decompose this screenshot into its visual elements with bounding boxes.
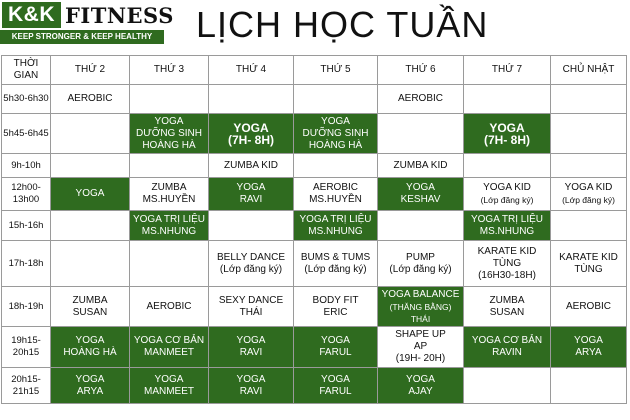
class-line: (Lớp đăng ký): [562, 195, 615, 205]
class-line: MS.HUYỀN: [309, 194, 362, 205]
empty-cell: [51, 241, 130, 287]
class-line: YOGA: [236, 182, 266, 193]
class-line: YOGA: [321, 373, 350, 385]
class-cell: [551, 241, 627, 287]
header-row: [2, 56, 627, 85]
schedule-body: [2, 85, 627, 404]
class-line: ARYA: [575, 347, 602, 358]
class-cell: [130, 368, 209, 404]
time-slot-cell: 19h15-20h15: [2, 327, 51, 368]
class-cell: [464, 327, 551, 368]
class-line: AEROBIC: [397, 93, 443, 104]
class-line: TÙNG: [492, 257, 522, 269]
class-cell: [51, 287, 130, 327]
class-line: FARUL: [319, 385, 352, 397]
schedule-row: [2, 241, 627, 287]
empty-cell: [51, 211, 130, 241]
class-cell: [130, 327, 209, 368]
class-line: MS.HUYỀN: [142, 194, 196, 205]
empty-cell: [209, 211, 294, 241]
empty-cell: [551, 114, 627, 154]
class-line: SUSAN: [489, 306, 525, 318]
class-line: ZUMBA KID: [224, 159, 278, 171]
empty-cell: [378, 114, 464, 154]
logo-tagline: KEEP STRONGER & KEEP HEALTHY: [0, 30, 164, 44]
empty-cell: [551, 211, 627, 241]
empty-cell: [551, 368, 627, 404]
class-line: THÁI: [239, 306, 263, 318]
time-slot-cell: 5h30-6h30: [2, 85, 51, 114]
class-cell: [551, 327, 627, 368]
class-cell: [51, 178, 130, 211]
header-time: THỜI GIAN: [2, 56, 51, 85]
empty-cell: [464, 368, 551, 404]
class-line: YOGA: [75, 188, 105, 199]
class-line: (Lớp đăng ký): [480, 195, 534, 205]
class-line: YOGA KID: [564, 182, 613, 193]
class-line: (THĂNG BẰNG): [389, 301, 452, 312]
class-cell: [130, 114, 209, 154]
schedule-row: [2, 114, 627, 154]
class-cell: [130, 211, 209, 241]
class-line: KARATE KID: [559, 251, 618, 263]
page-title: LỊCH HỌC TUẦN: [196, 4, 489, 45]
class-cell: [551, 287, 627, 327]
class-line: ZUMBA: [151, 182, 187, 193]
class-cell: [130, 287, 209, 327]
schedule-row: [2, 85, 627, 114]
class-line: SHAPE UP: [395, 329, 446, 340]
class-line: ZUMBA: [489, 294, 525, 306]
class-line: MS.NHUNG: [479, 225, 535, 237]
class-line: YOGA TRỊ LIỆU: [132, 213, 206, 225]
class-line: AEROBIC: [146, 300, 192, 312]
class-cell: [294, 368, 378, 404]
class-cell: [209, 241, 294, 287]
class-line: (Lớp đăng ký): [304, 263, 367, 275]
class-line: (16H30-18H): [478, 269, 536, 281]
schedule-row: [2, 178, 627, 211]
class-line: AEROBIC: [312, 182, 358, 193]
class-line: YOGA: [154, 373, 184, 385]
class-line: YOGA TRỊ LIỆU: [470, 213, 544, 225]
class-line: (7H- 8H): [227, 132, 274, 147]
class-line: YOGA BALANCE: [381, 288, 460, 300]
class-line: YOGA: [75, 373, 105, 385]
class-line: ZUMBA KID: [393, 159, 448, 171]
header-saturday: THỨ 7: [464, 56, 551, 85]
class-line: DƯỠNG SINH: [302, 127, 369, 139]
class-cell: [551, 178, 627, 211]
class-cell: [130, 178, 209, 211]
class-cell: [378, 154, 464, 178]
class-line: YOGA KID: [483, 182, 531, 193]
class-line: MS.NHUNG: [308, 225, 363, 237]
empty-cell: [209, 85, 294, 114]
class-line: MANMEET: [144, 385, 194, 397]
time-slot-cell: 5h45-6h45: [2, 114, 51, 154]
brand-logo: [0, 0, 174, 46]
class-line: (Lớp đăng ký): [219, 263, 283, 275]
class-line: RAVIN: [492, 347, 522, 358]
header-monday: THỨ 2: [51, 56, 130, 85]
empty-cell: [294, 154, 378, 178]
header-sunday: CHỦ NHẬT: [551, 56, 627, 85]
time-slot-cell: 15h-16h: [2, 211, 51, 241]
class-cell: [294, 241, 378, 287]
class-line: YOGA: [75, 335, 105, 346]
class-line: PUMP: [406, 251, 435, 263]
header-friday: THỨ 6: [378, 56, 464, 85]
logo-word: FITNESS: [65, 2, 174, 28]
class-line: YOGA: [233, 120, 269, 135]
class-cell: [464, 211, 551, 241]
class-cell: [464, 114, 551, 154]
class-cell: [378, 241, 464, 287]
class-line: YOGA CƠ BẢN: [471, 335, 543, 346]
empty-cell: [130, 241, 209, 287]
empty-cell: [551, 85, 627, 114]
class-cell: [378, 368, 464, 404]
logo-brand: K&K: [2, 2, 61, 28]
time-slot-cell: 18h-19h: [2, 287, 51, 327]
class-line: AEROBIC: [67, 93, 113, 104]
class-line: BODY FIT: [312, 294, 359, 306]
class-cell: [294, 178, 378, 211]
time-slot-cell: 20h15-21h15: [2, 368, 51, 404]
class-cell: [464, 241, 551, 287]
class-cell: [209, 287, 294, 327]
class-line: YOGA CƠ BẢN: [133, 335, 205, 346]
class-line: YOGA: [406, 182, 435, 193]
class-line: YOGA: [489, 120, 525, 135]
empty-cell: [378, 211, 464, 241]
class-line: (7H- 8H): [483, 132, 530, 147]
time-slot-cell: 12h00-13h00: [2, 178, 51, 211]
class-line: DƯỠNG SINH: [135, 127, 202, 139]
class-cell: [209, 327, 294, 368]
class-line: KESHAV: [400, 194, 441, 205]
empty-cell: [551, 154, 627, 178]
class-line: AP: [413, 341, 428, 352]
class-line: FARUL: [319, 347, 352, 358]
empty-cell: [464, 154, 551, 178]
class-line: BUMS & TUMS: [300, 251, 371, 263]
class-cell: [464, 287, 551, 327]
schedule-row: [2, 211, 627, 241]
class-line: ARYA: [76, 385, 104, 397]
schedule-row: [2, 327, 627, 368]
class-line: AJAY: [408, 385, 433, 397]
class-cell: [209, 154, 294, 178]
empty-cell: [51, 114, 130, 154]
class-line: YOGA TRỊ LIỆU: [299, 213, 372, 225]
class-line: YOGA: [406, 373, 435, 385]
class-line: HOÀNG HÀ: [308, 139, 363, 151]
class-line: YOGA: [321, 115, 350, 127]
class-line: KARATE KID: [477, 245, 537, 257]
class-line: BELLY DANCE: [217, 251, 285, 263]
class-cell: [51, 85, 130, 114]
class-cell: [464, 178, 551, 211]
class-cell: [51, 327, 130, 368]
class-line: HOÀNG HÀ: [63, 347, 117, 358]
class-line: YOGA: [574, 335, 603, 346]
class-cell: [209, 368, 294, 404]
class-cell: [378, 327, 464, 368]
logo-wordmark: [2, 2, 174, 28]
class-cell: [294, 327, 378, 368]
class-line: MANMEET: [144, 347, 194, 358]
empty-cell: [294, 85, 378, 114]
time-slot-cell: 9h-10h: [2, 154, 51, 178]
time-slot-cell: 17h-18h: [2, 241, 51, 287]
class-line: SUSAN: [72, 306, 108, 318]
class-line: YOGA: [236, 335, 266, 346]
schedule-row: [2, 368, 627, 404]
class-line: (Lớp đăng ký): [389, 263, 452, 275]
class-cell: [294, 114, 378, 154]
class-cell: [51, 368, 130, 404]
schedule-table: [1, 55, 627, 404]
class-line: ERIC: [323, 306, 348, 318]
class-line: YOGA: [321, 335, 350, 346]
header-wednesday: THỨ 4: [209, 56, 294, 85]
header-thursday: THỨ 5: [294, 56, 378, 85]
class-cell: [378, 178, 464, 211]
class-line: THÁI: [410, 313, 431, 324]
class-line: RAVI: [239, 385, 263, 397]
class-cell: [378, 85, 464, 114]
header-tuesday: THỨ 3: [130, 56, 209, 85]
schedule-row: [2, 287, 627, 327]
empty-cell: [464, 85, 551, 114]
class-line: MS.NHUNG: [141, 225, 197, 237]
class-line: RAVI: [239, 194, 263, 205]
class-cell: [209, 114, 294, 154]
empty-cell: [130, 154, 209, 178]
class-line: YOGA: [236, 373, 266, 385]
class-line: TÙNG: [574, 263, 603, 275]
class-line: HOÀNG HÀ: [142, 139, 196, 151]
class-line: ZUMBA: [72, 294, 108, 306]
class-cell: [294, 287, 378, 327]
class-line: AEROBIC: [565, 300, 611, 312]
class-cell: [378, 287, 464, 327]
class-cell: [294, 211, 378, 241]
class-line: RAVI: [239, 347, 263, 358]
class-line: (19H- 20H): [395, 353, 446, 364]
schedule-row: [2, 154, 627, 178]
class-line: SEXY DANCE: [218, 294, 284, 306]
class-line: YOGA: [154, 115, 184, 127]
class-cell: [209, 178, 294, 211]
empty-cell: [130, 85, 209, 114]
empty-cell: [51, 154, 130, 178]
